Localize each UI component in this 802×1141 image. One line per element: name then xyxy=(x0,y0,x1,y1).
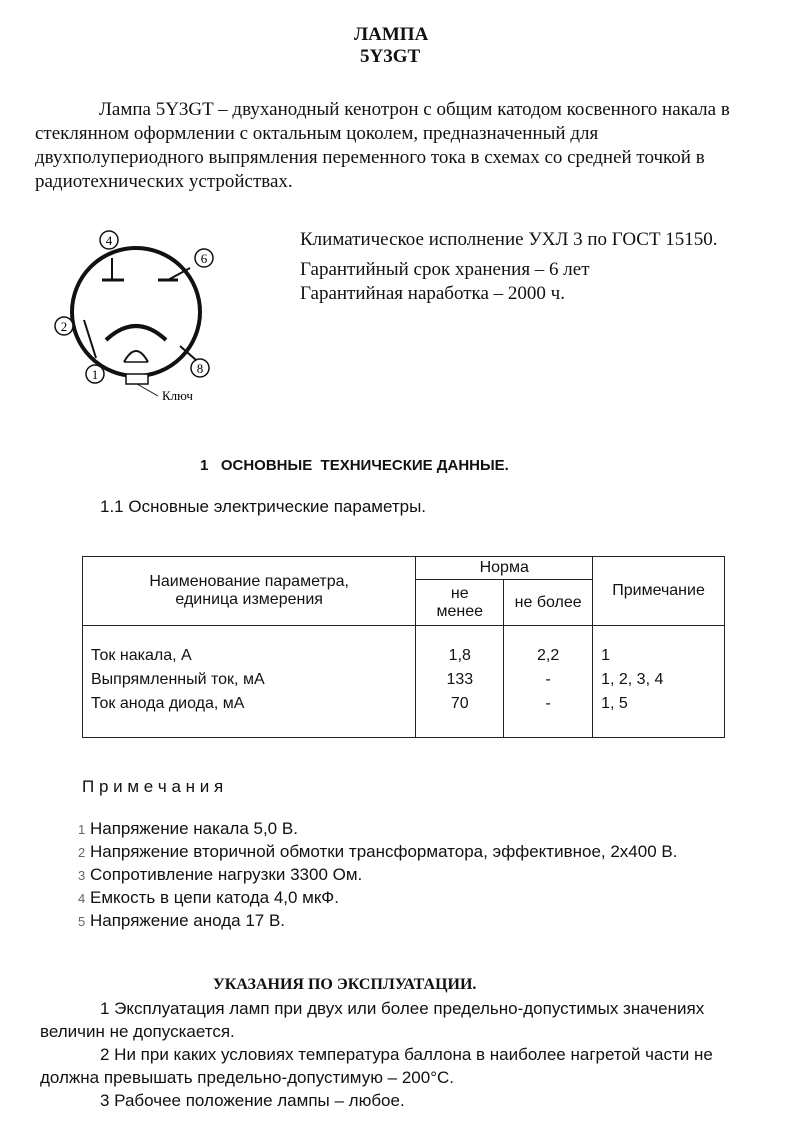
instructions-heading: УКАЗАНИЯ ПО ЭКСПЛУАТАЦИИ. xyxy=(213,976,477,993)
svg-text:8: 8 xyxy=(196,361,204,376)
instruction-2-line-1: 2 Ни при каких условиях температура баллона в наиболее нагретой части не xyxy=(100,1045,713,1064)
section-heading: 1 ОСНОВНЫЕ ТЕХНИЧЕСКИЕ ДАННЫЕ. xyxy=(200,457,509,474)
header-max: не более xyxy=(504,580,593,626)
list-item: 2 Напряжение вторичной обмотки трансформатора, эффективное, 2х400 В. xyxy=(78,842,678,861)
list-item: 1 Напряжение накала 5,0 В. xyxy=(78,819,298,838)
pin-4 xyxy=(100,231,118,249)
svg-text:4: 4 xyxy=(105,233,113,248)
header-norm: Норма xyxy=(416,557,593,580)
table-row-name: Ток накала, А xyxy=(91,647,192,664)
table-row-name: Выпрямленный ток, мА xyxy=(91,671,265,688)
list-item: 4 Емкость в цепи катода 4,0 мкФ. xyxy=(78,888,339,907)
intro-line-4: радиотехнических устройствах. xyxy=(35,171,293,192)
header-param: Наименование параметра, единица измерения xyxy=(83,557,416,626)
lamp-envelope xyxy=(72,248,200,376)
notes-list xyxy=(78,818,677,933)
table-row-max: 2,2 xyxy=(537,647,560,664)
table-row-name: Ток анода диода, мА xyxy=(91,695,245,712)
instruction-1-line-1: 1 Эксплуатация ламп при двух или более предельно-допустимых значениях xyxy=(100,999,705,1018)
instruction-2-line-2: должна превышать предельно-допустимую – 200°С. xyxy=(40,1068,455,1087)
table-row-max: - xyxy=(545,671,551,688)
key-notch xyxy=(126,374,148,384)
header-min: не менее xyxy=(416,580,504,626)
notes-heading: П р и м е ч а н и я xyxy=(82,777,224,796)
table-row-max: - xyxy=(545,695,551,712)
key-label: Ключ xyxy=(162,388,193,403)
list-item: 3 Сопротивление нагрузки 3300 Ом. xyxy=(78,865,363,884)
pin-1 xyxy=(86,365,104,383)
list-item: 5 Напряжение анода 17 В. xyxy=(78,911,286,930)
intro-line-2: стеклянном оформлении с октальным цоколем, предназначенный для xyxy=(35,123,599,144)
intro-line-3: двухполупериодного выпрямления переменного тока в схемах со средней точкой в xyxy=(35,147,705,168)
svg-text:1: 1 xyxy=(91,367,99,382)
intro-line-1: Лампа 5Y3GT – двуханодный кенотрон с общим катодом косвенного накала в xyxy=(99,99,730,120)
pin-2 xyxy=(55,317,73,335)
storage-spec: Гарантийный срок хранения – 6 лет xyxy=(300,259,590,280)
svg-text:2: 2 xyxy=(60,319,68,334)
operating-spec: Гарантийная наработка – 2000 ч. xyxy=(300,283,565,304)
table-row-note: 1 xyxy=(601,647,610,664)
parameters-table xyxy=(82,556,725,738)
pin-8 xyxy=(191,359,209,377)
table-row-note: 1, 5 xyxy=(601,695,628,712)
table-row-min: 70 xyxy=(450,695,469,712)
svg-text:6: 6 xyxy=(200,251,208,266)
instruction-1-line-2: величин не допускается. xyxy=(40,1022,235,1041)
header-note: Примечание xyxy=(593,557,725,626)
pinout-diagram xyxy=(40,220,270,420)
climate-spec: Климатическое исполнение УХЛ 3 по ГОСТ 15150. xyxy=(300,229,718,250)
table-row-note: 1, 2, 3, 4 xyxy=(601,671,664,688)
table-row-min: 133 xyxy=(446,671,474,688)
table-row-min: 1,8 xyxy=(448,647,471,664)
section-subheading: 1.1 Основные электрические параметры. xyxy=(100,497,427,516)
page-title-line2: 5Y3GT xyxy=(360,46,421,67)
instruction-3: 3 Рабочее положение лампы – любое. xyxy=(100,1091,405,1110)
pin-6 xyxy=(195,249,213,267)
page-title-line1: ЛАМПА xyxy=(354,24,429,45)
